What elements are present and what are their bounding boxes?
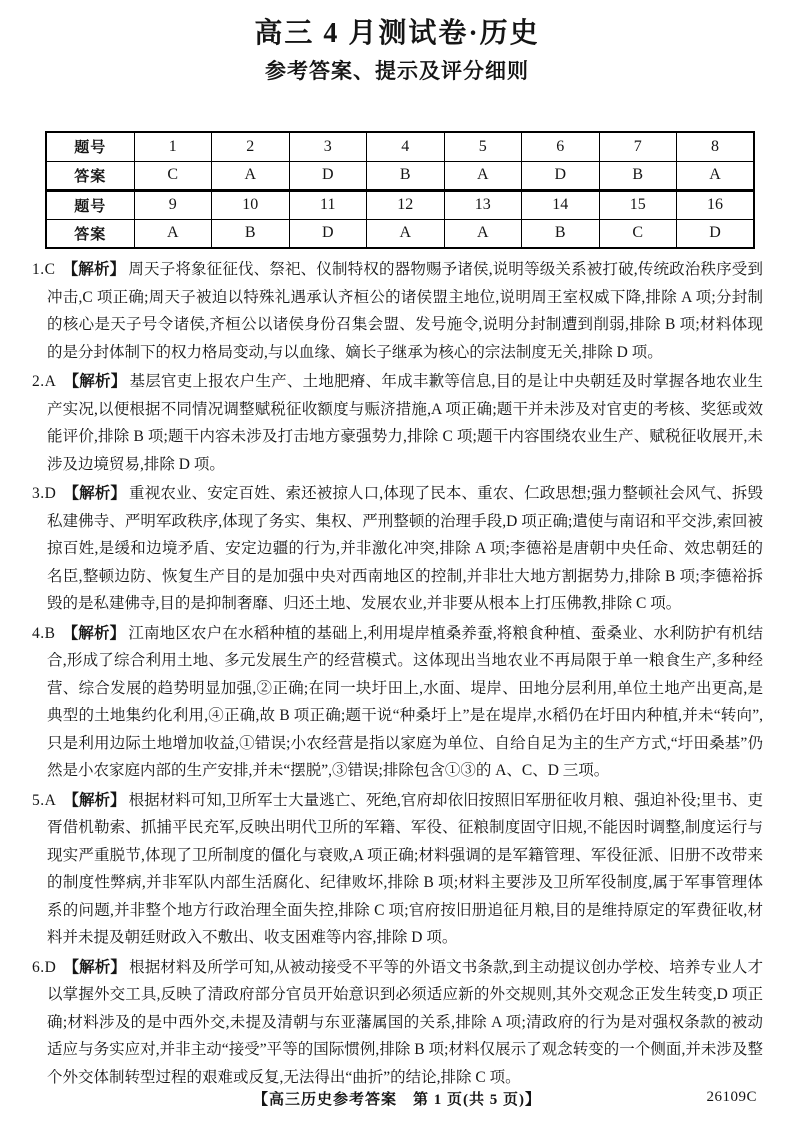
row-header: 题号 xyxy=(46,132,134,161)
answer-cell: D xyxy=(289,161,367,190)
explanation-text: 周天子将象征征伐、祭祀、仪制特权的器物赐予诸侯,说明等级关系被打破,传统政治秩序受到冲击,C 项正确;周天子被迫以特殊礼遇承认齐桓公的诸侯盟主地位,说明周王室权威下降,排除 A 项;分封制的核心是天子号令诸侯,齐桓公以诸侯身份召集会盟、发号施令,说明分封制遭到削弱,排除 B 项;材料体现的是分封体制下的权力格局变动,与以血缘、嫡长子继承为核心的宗法制度无关,排除 D 项。 xyxy=(47,261,763,361)
question-number-cell: 12 xyxy=(367,190,445,219)
page-title: 高三 4 月测试卷·历史 xyxy=(254,18,540,49)
explanation-item-6 xyxy=(32,954,763,1092)
question-number-cell: 1 xyxy=(134,132,212,161)
question-number-cell: 4 xyxy=(367,132,445,161)
answer-cell: D xyxy=(522,161,600,190)
answer-cell: C xyxy=(134,161,212,190)
question-number-cell: 11 xyxy=(289,190,367,219)
question-number-cell: 2 xyxy=(212,132,290,161)
question-number-cell: 8 xyxy=(677,132,755,161)
answer-cell: A xyxy=(444,161,522,190)
question-number-cell: 3 xyxy=(289,132,367,161)
analysis-label: 【解析】 xyxy=(63,958,127,976)
table-row-answers-1 xyxy=(46,161,754,190)
question-number-cell: 16 xyxy=(677,190,755,219)
analysis-label: 【解析】 xyxy=(63,485,127,502)
explanation-number: 1.C xyxy=(32,261,56,278)
answer-cell: B xyxy=(367,161,445,190)
question-number-cell: 7 xyxy=(599,132,677,161)
analysis-label: 【解析】 xyxy=(63,791,126,809)
row-header: 题号 xyxy=(46,190,134,219)
question-number-cell: 15 xyxy=(599,190,677,219)
answer-cell: A xyxy=(212,161,290,190)
analysis-label: 【解析】 xyxy=(63,373,127,390)
page-subtitle: 参考答案、提示及评分细则 xyxy=(265,59,529,83)
answer-cell: B xyxy=(212,219,290,248)
answer-cell: B xyxy=(599,161,677,190)
question-number-cell: 13 xyxy=(444,190,522,219)
explanation-item-3 xyxy=(32,480,763,618)
explanation-text: 根据材料及所学可知,从被动接受不平等的外语文书条款,到主动提议创办学校、培养专业人才以掌握外交工具,反映了清政府部分官员开始意识到必须适应新的外交规则,其外交观念正发生转变,D 项正确;材料涉及的是中西外交,未提及清朝与东亚藩属国的关系,排除 A 项;清政府的行为是对强权条款的被动适应与务实应对,并非主动“接受”平等的国际惯例,排除 B 项;材料仅展示了观念转变的一个侧面,并未涉及整个外交体制转型过程的艰难或反复,无法得出“曲折”的结论,排除 C 项。 xyxy=(47,958,763,1086)
explanation-number: 2.A xyxy=(32,373,57,390)
question-number-cell: 5 xyxy=(444,132,522,161)
answer-cell: A xyxy=(677,161,755,190)
answer-cell: A xyxy=(444,219,522,248)
row-header: 答案 xyxy=(46,161,134,190)
explanation-number: 5.A xyxy=(32,791,57,809)
answer-cell: A xyxy=(134,219,212,248)
explanation-text: 基层官吏上报农户生产、土地肥瘠、年成丰歉等信息,目的是让中央朝廷及时掌握各地农业生产实况,以便根据不同情况调整赋税征收额度与赈济措施,A 项正确;题干并未涉及对官吏的考核、奖惩或效能评价,排除 B 项;题干内容未涉及打击地方豪强势力,排除 C 项;题干内容围绕农业生产、赋税征收展开,未涉及边境贸易,排除 D 项。 xyxy=(47,373,763,473)
analysis-label: 【解析】 xyxy=(62,261,126,278)
explanation-number: 3.D xyxy=(32,485,57,502)
answer-cell: A xyxy=(367,219,445,248)
question-number-cell: 9 xyxy=(134,190,212,219)
explanation-text: 江南地区农户在水稻种植的基础上,利用堤岸植桑养蚕,将粮食种植、蚕桑业、水利防护有机结合,形成了综合利用土地、多元发展生产的经营模式。这体现出当地农业不再局限于单一粮食生产,多种经营、综合发展的趋势明显加强,②正确;在同一块圩田上,水面、堤岸、田地分层利用,单位土地产出更高,是典型的土地集约化利用,④正确,故 B 项正确;题干说“种桑圩上”是在堤岸,水稻仍在圩田内种植,并未“转向”,只是利用边际土地增加收益,①错误;小农经营是指以家庭为单位、自给自足为主的生产方式,“圩田桑基”仍然是小农家庭内部的生产安排,并未“摆脱”,③错误;排除包含①③的 A、C、D 三项。 xyxy=(47,624,763,779)
question-number-cell: 10 xyxy=(212,190,290,219)
answer-cell: D xyxy=(677,219,755,248)
analysis-label: 【解析】 xyxy=(62,624,126,642)
row-header: 答案 xyxy=(46,219,134,248)
explanation-text: 根据材料可知,卫所军士大量逃亡、死绝,官府却依旧按照旧军册征收月粮、强迫补役;里书、吏胥借机勒索、抓捕平民充军,反映出明代卫所的军籍、军役、征粮制度固守旧规,不能因时调整,制度运行与现实严重脱节,体现了卫所制度的僵化与衰败,A 项正确;材料强调的是军籍管理、军役征派、旧册不改带来的制度性弊病,并非军队内部生活腐化、纪律败坏,排除 B 项;材料主要涉及卫所军役制度,属于军事管理体系的问题,并非整个地方行政治理全面失控,排除 C 项;官府按旧册追征月粮,目的是维持原定的军费征收,材料并未提及朝廷财政入不敷出、收支困难等内容,排除 D 项。 xyxy=(47,791,763,946)
page-footer xyxy=(0,1088,794,1114)
explanation-item-2 xyxy=(32,368,763,478)
table-row-question-numbers-2 xyxy=(46,190,754,219)
explanation-item-4 xyxy=(32,620,763,785)
explanations-section xyxy=(32,256,763,1091)
explanation-number: 4.B xyxy=(32,624,56,642)
answer-table xyxy=(45,131,755,249)
answer-cell: B xyxy=(522,219,600,248)
footer-paper-code: 26109C xyxy=(706,1089,757,1105)
explanation-item-1 xyxy=(32,256,763,366)
explanation-number: 6.D xyxy=(32,958,57,976)
question-number-cell: 14 xyxy=(522,190,600,219)
explanation-item-5 xyxy=(32,787,763,952)
footer-page-label: 【高三历史参考答案 第 1 页(共 5 页)】 xyxy=(253,1092,541,1108)
table-row-question-numbers-1 xyxy=(46,132,754,161)
answer-cell: C xyxy=(599,219,677,248)
question-number-cell: 6 xyxy=(522,132,600,161)
explanation-text: 重视农业、安定百姓、索还被掠人口,体现了民本、重农、仁政思想;强力整顿社会风气、拆毁私建佛寺、严明军政秩序,体现了务实、集权、严刑整顿的治理手段,D 项正确;遣使与南诏和平交涉,索回被掠百姓,是缓和边境矛盾、安定边疆的行为,并非激化冲突,排除 A 项;李德裕是唐朝中央任命、效忠朝廷的名臣,整顿边防、恢复生产目的是加强中央对西南地区的控制,并非壮大地方割据势力,排除 B 项;李德裕拆毁的是私建佛寺,目的是抑制奢靡、归还土地、发展农业,并非要从根本上打压佛教,排除 C 项。 xyxy=(47,485,763,612)
answer-cell: D xyxy=(289,219,367,248)
table-row-answers-2 xyxy=(46,219,754,248)
